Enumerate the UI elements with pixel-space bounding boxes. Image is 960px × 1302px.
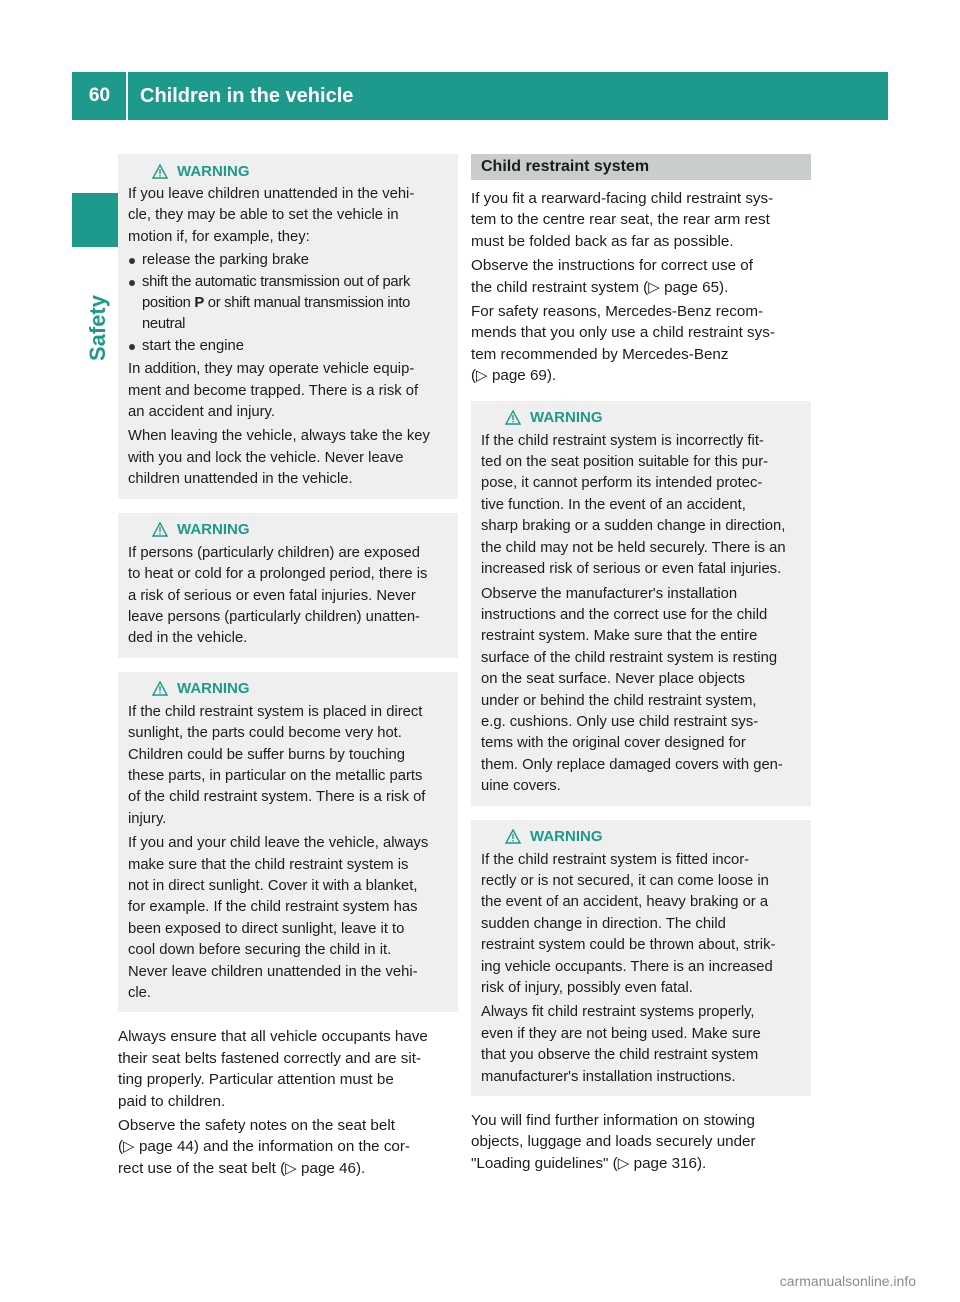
warning-triangle-icon xyxy=(152,522,168,537)
list-item: release the parking brake xyxy=(128,250,450,271)
left-column xyxy=(118,154,458,1179)
bullet-list xyxy=(128,250,450,357)
warning-box xyxy=(118,513,458,658)
warning-label: WARNING xyxy=(177,162,250,180)
warning-text: If you leave children unattended in the vehi- cle, they may be able to set the vehicle in motion if, for example, they: xyxy=(128,186,415,245)
body-paragraph: Observe the instructions for correct use of the child restraint system (▷ page 65). xyxy=(471,257,753,296)
warning-heading xyxy=(128,677,450,701)
warning-text: If you and your child leave the vehicle, always make sure that the child restraint system is not in direct sunlight. Cover it with a blanket, for example. If the child restraint system has been exposed to direct sunlight, leave it to cool down before securing the child in it. Never leave children unattended in the vehi- cle. xyxy=(128,835,429,1001)
body-paragraph: You will find further information on stowing objects, luggage and loads securely under "Loading guidelines" (▷ page 316). xyxy=(471,1112,756,1172)
warning-heading xyxy=(481,825,803,849)
warning-label: WARNING xyxy=(177,521,250,539)
page-number: 60 xyxy=(88,85,111,106)
warning-heading xyxy=(481,406,803,430)
warning-text: When leaving the vehicle, always take the key with you and lock the vehicle. Never leave children unattended in the vehicle. xyxy=(128,428,430,488)
warning-text: If persons (particularly children) are exposed to heat or cold for a prolonged period, there is a risk of serious or even fatal injuries. Never leave persons (particularly children) unatten- ded in the vehicle. xyxy=(128,544,428,647)
watermark: carmanualsonline.info xyxy=(779,1273,916,1289)
section-title: Child restraint system xyxy=(471,154,811,180)
warning-triangle-icon xyxy=(505,410,521,425)
body-paragraph: Always ensure that all vehicle occupants have their seat belts fastened correctly and are sit- ting properly. Particular attention must be paid to children. xyxy=(118,1028,428,1110)
list-item: start the engine xyxy=(128,336,450,357)
list-item xyxy=(128,272,450,336)
gear-position: P xyxy=(194,295,204,312)
warning-box xyxy=(118,672,458,1013)
chapter-title: Children in the vehicle xyxy=(140,84,354,107)
list-item-text: or shift manual transmission into neutral xyxy=(142,295,411,333)
body-paragraph: Observe the safety notes on the seat belt (▷ page 44) and the information on the cor- rect use of the seat belt (▷ page 46). xyxy=(118,1117,410,1177)
warning-heading xyxy=(128,159,450,183)
warning-text: If the child restraint system is placed in direct sunlight, the parts could become very hot. Children could be suffer burns by touching these parts, in particular on the metallic parts of the child restraint system. There is a risk of injury. xyxy=(128,703,426,827)
warning-heading xyxy=(128,518,450,542)
right-column xyxy=(471,154,811,1174)
warning-text: Always fit child restraint systems properly, even if they are not being used. Make sure that you observe the child restraint system manufacturer's installation instructions. xyxy=(481,1004,761,1085)
list-item-text: shift the automatic transmission out of park position xyxy=(142,273,411,312)
body-paragraph: For safety reasons, Mercedes-Benz recom- mends that you only use a child restraint sys- tem recommended by Mercedes-Benz (▷ page 69). xyxy=(471,303,775,385)
warning-box xyxy=(471,820,811,1096)
header-divider xyxy=(126,72,128,120)
warning-text: In addition, they may operate vehicle equip- ment and become trapped. There is a risk of an accident and injury. xyxy=(128,361,419,421)
warning-triangle-icon xyxy=(152,164,168,179)
warning-label: WARNING xyxy=(530,409,603,427)
warning-triangle-icon xyxy=(152,681,168,696)
warning-text: If the child restraint system is incorrectly fit- ted on the seat position suitable for this pur- pose, it cannot perform its intended protec- tive function. In the event of an accident, sharp braking or a sudden change in direction, the child may not be held securely. There is an increased risk of serious or even fatal injuries. xyxy=(481,432,786,578)
warning-label: WARNING xyxy=(177,680,250,698)
warning-text: If the child restraint system is fitted incor- rectly or is not secured, it can come loose in the event of an accident, heavy braking or a sudden change in direction. The child restraint system could be thrown about, strik- ing vehicle occupants. There is an increased risk of injury, possibly even fatal. xyxy=(481,851,776,996)
warning-label: WARNING xyxy=(530,828,603,846)
body-paragraph: If you fit a rearward-facing child restraint sys- tem to the centre rear seat, the rear arm rest must be folded back as far as possible. xyxy=(471,190,774,250)
section-label: Safety xyxy=(85,295,110,362)
warning-box xyxy=(471,401,811,806)
warning-box xyxy=(118,154,458,499)
warning-triangle-icon xyxy=(505,829,521,844)
warning-text: Observe the manufacturer's installation instructions and the correct use for the child restraint system. Make sure that the entire surface of the child restraint system is resting on the seat surface. Never place objects under or behind the child restraint system, e.g. cushions. Only use child restraint sys- tems with the original cover designed for them. Only replace damaged covers with gen- uine covers. xyxy=(481,585,783,795)
